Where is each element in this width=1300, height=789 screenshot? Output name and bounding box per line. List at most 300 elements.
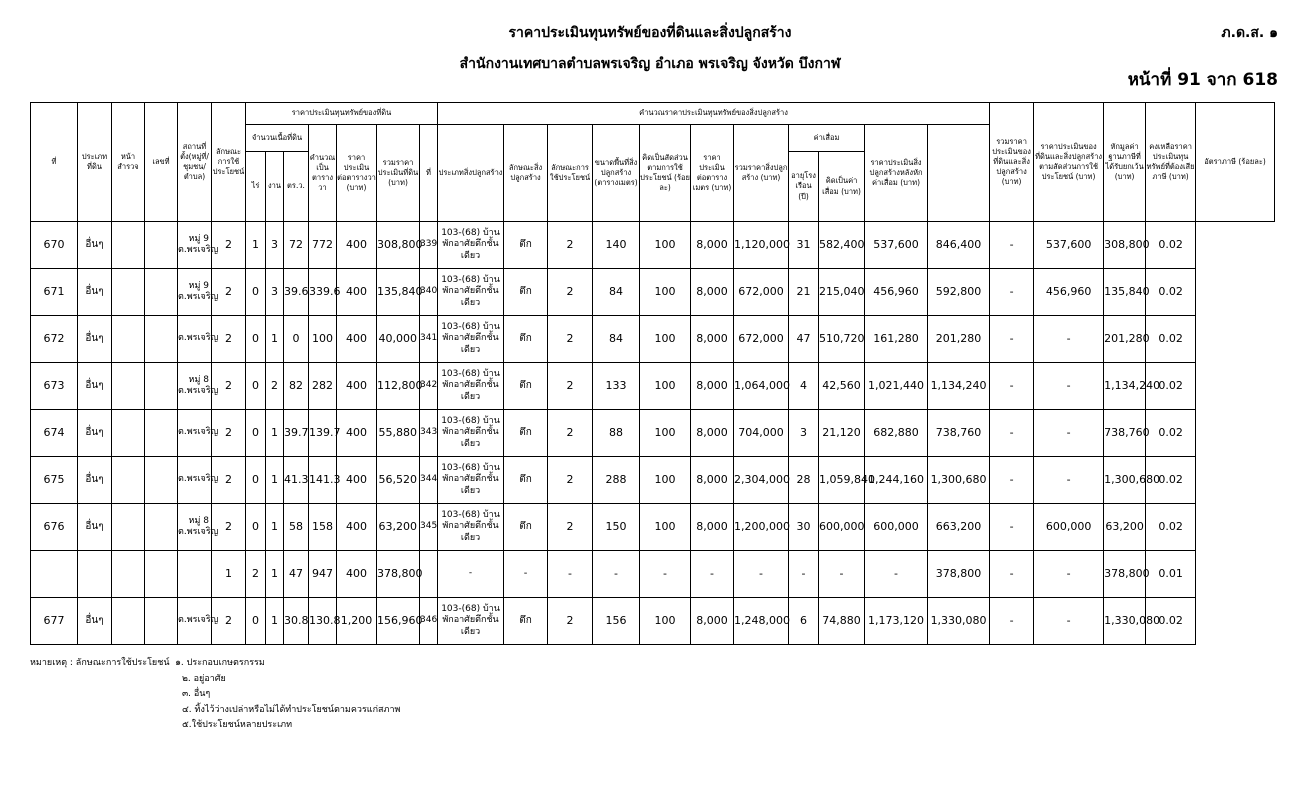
cell-wa: 30.8 bbox=[284, 598, 309, 645]
cell-rai: 0 bbox=[246, 363, 266, 410]
cell-wa: 39.6 bbox=[284, 269, 309, 316]
cell-survey-page bbox=[112, 410, 145, 457]
cell-price-wa: 1,200 bbox=[337, 598, 377, 645]
cell-price-sqm: - bbox=[691, 551, 734, 598]
cell-calc-wa: 139.7 bbox=[309, 410, 337, 457]
cell-pct: 100 bbox=[640, 504, 691, 551]
cell-no: 673 bbox=[31, 363, 78, 410]
cell-calc-wa: 130.8 bbox=[309, 598, 337, 645]
note-item-5: ๕.ใช้ประโยชน์หลายประเภท bbox=[182, 720, 293, 730]
cell-usage: 2 bbox=[212, 269, 246, 316]
table-row bbox=[31, 316, 1275, 363]
cell-area: 156 bbox=[593, 598, 640, 645]
group-depreciation: ค่าเสื่อม bbox=[789, 125, 865, 152]
cell-deduction: - bbox=[1034, 598, 1104, 645]
cell-age: 28 bbox=[789, 457, 819, 504]
cell-tax-rate: 0.02 bbox=[1146, 269, 1196, 316]
cell-after-dep: 456,960 bbox=[865, 269, 928, 316]
cell-location: หมู่ 9 ต.พรเจริญ bbox=[178, 269, 212, 316]
cell-bldg-no: 342 bbox=[420, 363, 438, 410]
col-bldg-type: ประเภทสิ่งปลูกสร้าง bbox=[438, 125, 504, 222]
cell-no: 677 bbox=[31, 598, 78, 645]
cell-calc-wa: 100 bbox=[309, 316, 337, 363]
cell-wa: 82 bbox=[284, 363, 309, 410]
cell-age: 47 bbox=[789, 316, 819, 363]
cell-bldg-kind: ตึก bbox=[504, 269, 548, 316]
cell-bldg-no: 346 bbox=[420, 598, 438, 645]
cell-tax-rate: 0.02 bbox=[1146, 316, 1196, 363]
cell-pct: - bbox=[640, 551, 691, 598]
cell-survey-page bbox=[112, 504, 145, 551]
cell-calc-wa: 947 bbox=[309, 551, 337, 598]
cell-bldg-no: 340 bbox=[420, 269, 438, 316]
cell-total-assess: 1,300,680 bbox=[928, 457, 990, 504]
cell-total-assess: 592,800 bbox=[928, 269, 990, 316]
cell-remaining: 1,134,240 bbox=[1104, 363, 1146, 410]
cell-after-dep: 600,000 bbox=[865, 504, 928, 551]
cell-deduction: 537,600 bbox=[1034, 222, 1104, 269]
cell-age: 21 bbox=[789, 269, 819, 316]
cell-total-assess: 663,200 bbox=[928, 504, 990, 551]
cell-bldg-no: 339 bbox=[420, 222, 438, 269]
col-price-per-sqm: ราคาประเมินต่อตารางเมตร (บาท) bbox=[691, 125, 734, 222]
cell-dep: 1,059,840 bbox=[819, 457, 865, 504]
cell-age: 30 bbox=[789, 504, 819, 551]
cell-after-dep: 161,280 bbox=[865, 316, 928, 363]
cell-remaining: 308,800 bbox=[1104, 222, 1146, 269]
cell-land-type bbox=[78, 551, 112, 598]
cell-pct: 100 bbox=[640, 363, 691, 410]
cell-deduction: - bbox=[1034, 363, 1104, 410]
col-wa: ตร.ว. bbox=[284, 152, 309, 222]
cell-no: 670 bbox=[31, 222, 78, 269]
col-bldg-kind: ลักษณะสิ่งปลูกสร้าง bbox=[504, 125, 548, 222]
cell-bldg-kind: ตึก bbox=[504, 504, 548, 551]
cell-rai: 0 bbox=[246, 598, 266, 645]
cell-area: 150 bbox=[593, 504, 640, 551]
cell-survey-page bbox=[112, 598, 145, 645]
cell-price-sqm: 8,000 bbox=[691, 363, 734, 410]
cell-location: ต.พรเจริญ bbox=[178, 598, 212, 645]
cell-price-sqm: 8,000 bbox=[691, 222, 734, 269]
col-rai: ไร่ bbox=[246, 152, 266, 222]
cell-pct: 100 bbox=[640, 316, 691, 363]
cell-no: 675 bbox=[31, 457, 78, 504]
cell-total-land: 56,520 bbox=[377, 457, 420, 504]
cell-no: 676 bbox=[31, 504, 78, 551]
cell-total-assess: 1,330,080 bbox=[928, 598, 990, 645]
cell-wa: 58 bbox=[284, 504, 309, 551]
cell-total-assess: 846,400 bbox=[928, 222, 990, 269]
cell-pct: 100 bbox=[640, 457, 691, 504]
cell-wa: 41.3 bbox=[284, 457, 309, 504]
cell-deduction: 600,000 bbox=[1034, 504, 1104, 551]
cell-remaining: 201,280 bbox=[1104, 316, 1146, 363]
cell-bldg-type: - bbox=[438, 551, 504, 598]
col-pct-usage: คิดเป็นสัดส่วนตามการใช้ประโยชน์ (ร้อยละ) bbox=[640, 125, 691, 222]
cell-rai: 0 bbox=[246, 269, 266, 316]
cell-area: 84 bbox=[593, 269, 640, 316]
cell-proportion: - bbox=[990, 551, 1034, 598]
cell-age: 4 bbox=[789, 363, 819, 410]
cell-bldg-usage: - bbox=[548, 551, 593, 598]
cell-bldg-kind: ตึก bbox=[504, 222, 548, 269]
cell-remaining: 1,330,080 bbox=[1104, 598, 1146, 645]
cell-number bbox=[145, 316, 178, 363]
cell-dep: 582,400 bbox=[819, 222, 865, 269]
cell-dep: 215,040 bbox=[819, 269, 865, 316]
cell-bldg-total: 1,064,000 bbox=[734, 363, 789, 410]
cell-rai: 2 bbox=[246, 551, 266, 598]
cell-price-sqm: 8,000 bbox=[691, 457, 734, 504]
cell-price-sqm: 8,000 bbox=[691, 410, 734, 457]
cell-location: หมู่ 8 ต.พรเจริญ bbox=[178, 504, 212, 551]
cell-location: หมู่ 8 ต.พรเจริญ bbox=[178, 363, 212, 410]
cell-total-land: 156,960 bbox=[377, 598, 420, 645]
cell-remaining: 378,800 bbox=[1104, 551, 1146, 598]
cell-bldg-usage: 2 bbox=[548, 316, 593, 363]
cell-price-sqm: 8,000 bbox=[691, 316, 734, 363]
cell-bldg-type: 103-(68) บ้านพักอาศัยตึกชั้นเดียว bbox=[438, 410, 504, 457]
col-bldg-no: ที่ bbox=[420, 125, 438, 222]
cell-bldg-total: 672,000 bbox=[734, 316, 789, 363]
table-row bbox=[31, 551, 1275, 598]
cell-total-assess: 201,280 bbox=[928, 316, 990, 363]
cell-price-wa: 400 bbox=[337, 457, 377, 504]
cell-tax-rate: 0.02 bbox=[1146, 363, 1196, 410]
cell-land-type: อื่นๆ bbox=[78, 504, 112, 551]
cell-calc-wa: 772 bbox=[309, 222, 337, 269]
cell-ngan: 1 bbox=[266, 504, 284, 551]
cell-usage: 2 bbox=[212, 598, 246, 645]
cell-ngan: 2 bbox=[266, 363, 284, 410]
col-dep: คิดเป็นค่าเสื่อม (บาท) bbox=[819, 152, 865, 222]
cell-bldg-usage: 2 bbox=[548, 222, 593, 269]
cell-bldg-kind: ตึก bbox=[504, 410, 548, 457]
assessment-table bbox=[30, 102, 1275, 645]
cell-bldg-kind: ตึก bbox=[504, 598, 548, 645]
cell-usage: 2 bbox=[212, 363, 246, 410]
cell-bldg-usage: 2 bbox=[548, 363, 593, 410]
col-bldg-total: รวมราคาสิ่งปลูกสร้าง (บาท) bbox=[734, 125, 789, 222]
cell-location: ต.พรเจริญ bbox=[178, 316, 212, 363]
col-after-dep: ราคาประเมินสิ่งปลูกสร้างหลังหักค่าเสื่อม (บาท) bbox=[865, 125, 928, 222]
cell-total-assess: 1,134,240 bbox=[928, 363, 990, 410]
col-ngan: งาน bbox=[266, 152, 284, 222]
cell-tax-rate: 0.02 bbox=[1146, 457, 1196, 504]
col-bldg-usage: ลักษณะการใช้ประโยชน์ bbox=[548, 125, 593, 222]
cell-price-wa: 400 bbox=[337, 222, 377, 269]
cell-land-type: อื่นๆ bbox=[78, 410, 112, 457]
cell-price-sqm: 8,000 bbox=[691, 269, 734, 316]
cell-rai: 0 bbox=[246, 457, 266, 504]
cell-bldg-no: 343 bbox=[420, 410, 438, 457]
cell-bldg-usage: 2 bbox=[548, 457, 593, 504]
cell-total-land: 378,800 bbox=[377, 551, 420, 598]
cell-number bbox=[145, 551, 178, 598]
cell-land-type: อื่นๆ bbox=[78, 316, 112, 363]
cell-bldg-usage: 2 bbox=[548, 269, 593, 316]
col-no: ที่ bbox=[31, 103, 78, 222]
cell-area: 133 bbox=[593, 363, 640, 410]
cell-dep: - bbox=[819, 551, 865, 598]
cell-bldg-usage: 2 bbox=[548, 598, 593, 645]
cell-number bbox=[145, 222, 178, 269]
cell-bldg-total: 704,000 bbox=[734, 410, 789, 457]
cell-usage: 2 bbox=[212, 410, 246, 457]
cell-proportion: - bbox=[990, 457, 1034, 504]
cell-age: - bbox=[789, 551, 819, 598]
cell-bldg-type: 103-(68) บ้านพักอาศัยตึกชั้นเดียว bbox=[438, 269, 504, 316]
col-total-assess: รวมราคาประเมินของที่ดินและสิ่งปลูกสร้าง (บาท) bbox=[990, 103, 1034, 222]
cell-bldg-usage: 2 bbox=[548, 504, 593, 551]
cell-wa: 0 bbox=[284, 316, 309, 363]
cell-calc-wa: 141.3 bbox=[309, 457, 337, 504]
cell-age: 3 bbox=[789, 410, 819, 457]
note-item-3: ๓. อื่นๆ bbox=[182, 689, 211, 699]
cell-calc-wa: 158 bbox=[309, 504, 337, 551]
page-title: ราคาประเมินทุนทรัพย์ของที่ดินและสิ่งปลูกสร้าง bbox=[508, 25, 792, 41]
cell-rai: 0 bbox=[246, 504, 266, 551]
cell-after-dep: 1,173,120 bbox=[865, 598, 928, 645]
col-land-type: ประเภทที่ดิน bbox=[78, 103, 112, 222]
cell-usage: 2 bbox=[212, 222, 246, 269]
cell-remaining: 1,300,680 bbox=[1104, 457, 1146, 504]
notes-label: หมายเหตุ : ลักษณะการใช้ประโยชน์ bbox=[30, 658, 170, 668]
cell-dep: 510,720 bbox=[819, 316, 865, 363]
cell-survey-page bbox=[112, 316, 145, 363]
cell-location: ต.พรเจริญ bbox=[178, 410, 212, 457]
group-building: คำนวณราคาประเมินทุนทรัพย์ของสิ่งปลูกสร้าง bbox=[438, 103, 990, 125]
cell-survey-page bbox=[112, 222, 145, 269]
cell-wa: 39.7 bbox=[284, 410, 309, 457]
cell-land-type: อื่นๆ bbox=[78, 363, 112, 410]
table-row bbox=[31, 598, 1275, 645]
cell-no: 671 bbox=[31, 269, 78, 316]
cell-deduction: - bbox=[1034, 410, 1104, 457]
col-age: อายุโรงเรือน (ปี) bbox=[789, 152, 819, 222]
cell-bldg-total: 1,200,000 bbox=[734, 504, 789, 551]
cell-bldg-kind: ตึก bbox=[504, 363, 548, 410]
cell-after-dep: 1,021,440 bbox=[865, 363, 928, 410]
cell-ngan: 3 bbox=[266, 222, 284, 269]
cell-deduction: - bbox=[1034, 457, 1104, 504]
notes bbox=[30, 656, 400, 734]
cell-price-wa: 400 bbox=[337, 269, 377, 316]
col-survey-page: หน้าสำรวจ bbox=[112, 103, 145, 222]
cell-price-wa: 400 bbox=[337, 316, 377, 363]
cell-price-wa: 400 bbox=[337, 504, 377, 551]
cell-proportion: - bbox=[990, 363, 1034, 410]
cell-bldg-type: 103-(68) บ้านพักอาศัยตึกชั้นเดียว bbox=[438, 598, 504, 645]
col-number: เลขที่ bbox=[145, 103, 178, 222]
table-body bbox=[31, 222, 1275, 645]
cell-calc-wa: 339.6 bbox=[309, 269, 337, 316]
cell-number bbox=[145, 363, 178, 410]
cell-bldg-no: 344 bbox=[420, 457, 438, 504]
cell-bldg-no: 341 bbox=[420, 316, 438, 363]
table-row bbox=[31, 457, 1275, 504]
cell-land-type: อื่นๆ bbox=[78, 269, 112, 316]
cell-area: 88 bbox=[593, 410, 640, 457]
cell-bldg-type: 103-(68) บ้านพักอาศัยตึกชั้นเดียว bbox=[438, 316, 504, 363]
group-land-area: จำนวนเนื้อที่ดิน bbox=[246, 125, 309, 152]
cell-proportion: - bbox=[990, 410, 1034, 457]
cell-area: 288 bbox=[593, 457, 640, 504]
cell-after-dep: 537,600 bbox=[865, 222, 928, 269]
cell-rai: 0 bbox=[246, 316, 266, 363]
cell-bldg-kind: - bbox=[504, 551, 548, 598]
cell-rai: 1 bbox=[246, 222, 266, 269]
cell-price-wa: 400 bbox=[337, 363, 377, 410]
cell-dep: 42,560 bbox=[819, 363, 865, 410]
table-row bbox=[31, 269, 1275, 316]
cell-tax-rate: 0.02 bbox=[1146, 410, 1196, 457]
note-item-1: ๑. ประกอบเกษตรกรรม bbox=[175, 658, 265, 668]
cell-number bbox=[145, 598, 178, 645]
note-item-4: ๔. ทิ้งไว้ว่างเปล่าหรือไม่ได้ทำประโยชน์ตามควรแก่สภาพ bbox=[182, 704, 401, 715]
cell-location bbox=[178, 551, 212, 598]
page-subtitle: สำนักงานเทศบาลตำบลพรเจริญ อำเภอ พรเจริญ จังหวัด บึงกาฬ bbox=[459, 56, 841, 72]
cell-price-sqm: 8,000 bbox=[691, 598, 734, 645]
cell-no: 672 bbox=[31, 316, 78, 363]
cell-number bbox=[145, 410, 178, 457]
col-calc-wa: คำนวณเป็นตารางวา bbox=[309, 125, 337, 222]
cell-price-wa: 400 bbox=[337, 410, 377, 457]
cell-area: - bbox=[593, 551, 640, 598]
cell-wa: 72 bbox=[284, 222, 309, 269]
cell-total-land: 55,880 bbox=[377, 410, 420, 457]
cell-after-dep: - bbox=[865, 551, 928, 598]
cell-price-wa: 400 bbox=[337, 551, 377, 598]
cell-proportion: - bbox=[990, 316, 1034, 363]
cell-total-land: 40,000 bbox=[377, 316, 420, 363]
cell-bldg-total: 1,248,000 bbox=[734, 598, 789, 645]
cell-number bbox=[145, 504, 178, 551]
cell-land-type: อื่นๆ bbox=[78, 222, 112, 269]
cell-bldg-no: 345 bbox=[420, 504, 438, 551]
cell-dep: 21,120 bbox=[819, 410, 865, 457]
cell-bldg-total: 2,304,000 bbox=[734, 457, 789, 504]
cell-after-dep: 1,244,160 bbox=[865, 457, 928, 504]
note-item-2: ๒. อยู่อาศัย bbox=[182, 673, 226, 684]
cell-remaining: 738,760 bbox=[1104, 410, 1146, 457]
cell-total-assess: 738,760 bbox=[928, 410, 990, 457]
cell-usage: 1 bbox=[212, 551, 246, 598]
cell-tax-rate: 0.02 bbox=[1146, 222, 1196, 269]
cell-bldg-type: 103-(68) บ้านพักอาศัยตึกชั้นเดียว bbox=[438, 504, 504, 551]
cell-remaining: 63,200 bbox=[1104, 504, 1146, 551]
cell-bldg-type: 103-(68) บ้านพักอาศัยตึกชั้นเดียว bbox=[438, 457, 504, 504]
cell-total-land: 135,840 bbox=[377, 269, 420, 316]
col-remaining: คงเหลือราคาประเมินทุนทรัพย์ที่ต้องเสียภาษี (บาท) bbox=[1146, 103, 1196, 222]
table-row bbox=[31, 410, 1275, 457]
col-proportion: ราคาประเมินของที่ดินและสิ่งปลูกสร้างตามสัดส่วนการใช้ประโยชน์ (บาท) bbox=[1034, 103, 1104, 222]
cell-bldg-kind: ตึก bbox=[504, 457, 548, 504]
cell-ngan: 1 bbox=[266, 410, 284, 457]
col-usage: ลักษณะการใช้ประโยชน์ bbox=[212, 103, 246, 222]
cell-ngan: 1 bbox=[266, 551, 284, 598]
cell-bldg-type: 103-(68) บ้านพักอาศัยตึกชั้นเดียว bbox=[438, 363, 504, 410]
cell-rai: 0 bbox=[246, 410, 266, 457]
cell-survey-page bbox=[112, 269, 145, 316]
col-bldg-area: ขนาดพื้นที่สิ่งปลูกสร้าง (ตารางเมตร) bbox=[593, 125, 640, 222]
cell-proportion: - bbox=[990, 504, 1034, 551]
cell-bldg-total: 672,000 bbox=[734, 269, 789, 316]
cell-survey-page bbox=[112, 551, 145, 598]
cell-land-type: อื่นๆ bbox=[78, 598, 112, 645]
cell-dep: 74,880 bbox=[819, 598, 865, 645]
cell-deduction: - bbox=[1034, 551, 1104, 598]
cell-price-sqm: 8,000 bbox=[691, 504, 734, 551]
cell-pct: 100 bbox=[640, 222, 691, 269]
cell-bldg-kind: ตึก bbox=[504, 316, 548, 363]
page-number: หน้าที่ 91 จาก 618 bbox=[1127, 70, 1278, 90]
cell-remaining: 135,840 bbox=[1104, 269, 1146, 316]
cell-bldg-total: 1,120,000 bbox=[734, 222, 789, 269]
cell-number bbox=[145, 269, 178, 316]
cell-location: ต.พรเจริญ bbox=[178, 457, 212, 504]
cell-proportion: - bbox=[990, 598, 1034, 645]
cell-bldg-type: 103-(68) บ้านพักอาศัยตึกชั้นเดียว bbox=[438, 222, 504, 269]
group-land: ราคาประเมินทุนทรัพย์ของที่ดิน bbox=[246, 103, 438, 125]
cell-bldg-usage: 2 bbox=[548, 410, 593, 457]
col-total-land: รวมราคาประเมินที่ดิน (บาท) bbox=[377, 125, 420, 222]
cell-tax-rate: 0.02 bbox=[1146, 598, 1196, 645]
cell-proportion: - bbox=[990, 222, 1034, 269]
cell-deduction: - bbox=[1034, 316, 1104, 363]
col-price-per-wa: ราคาประเมินต่อตารางวา (บาท) bbox=[337, 125, 377, 222]
cell-area: 140 bbox=[593, 222, 640, 269]
cell-total-land: 63,200 bbox=[377, 504, 420, 551]
cell-ngan: 1 bbox=[266, 316, 284, 363]
cell-ngan: 3 bbox=[266, 269, 284, 316]
cell-land-type: อื่นๆ bbox=[78, 457, 112, 504]
cell-bldg-total: - bbox=[734, 551, 789, 598]
cell-area: 84 bbox=[593, 316, 640, 363]
cell-age: 31 bbox=[789, 222, 819, 269]
cell-number bbox=[145, 457, 178, 504]
table-row bbox=[31, 222, 1275, 269]
cell-pct: 100 bbox=[640, 598, 691, 645]
col-deduction: หักมูลค่าฐานภาษีที่ได้รับยกเว้น (บาท) bbox=[1104, 103, 1146, 222]
cell-ngan: 1 bbox=[266, 598, 284, 645]
cell-no bbox=[31, 551, 78, 598]
cell-pct: 100 bbox=[640, 410, 691, 457]
cell-no: 674 bbox=[31, 410, 78, 457]
table-row bbox=[31, 363, 1275, 410]
cell-deduction: 456,960 bbox=[1034, 269, 1104, 316]
cell-total-assess: 378,800 bbox=[928, 551, 990, 598]
cell-usage: 2 bbox=[212, 457, 246, 504]
cell-tax-rate: 0.02 bbox=[1146, 504, 1196, 551]
cell-location: หมู่ 9 ต.พรเจริญ bbox=[178, 222, 212, 269]
cell-after-dep: 682,880 bbox=[865, 410, 928, 457]
cell-ngan: 1 bbox=[266, 457, 284, 504]
cell-usage: 2 bbox=[212, 504, 246, 551]
cell-calc-wa: 282 bbox=[309, 363, 337, 410]
cell-proportion: - bbox=[990, 269, 1034, 316]
cell-wa: 47 bbox=[284, 551, 309, 598]
cell-total-land: 308,800 bbox=[377, 222, 420, 269]
col-tax-rate: อัตราภาษี (ร้อยละ) bbox=[1196, 103, 1275, 222]
form-code: ภ.ด.ส. ๑ bbox=[1221, 25, 1278, 41]
cell-age: 6 bbox=[789, 598, 819, 645]
col-location: สถานที่ตั้ง(หมู่ที่/ชุมชน/ตำบล) bbox=[178, 103, 212, 222]
cell-survey-page bbox=[112, 363, 145, 410]
cell-total-land: 112,800 bbox=[377, 363, 420, 410]
cell-survey-page bbox=[112, 457, 145, 504]
